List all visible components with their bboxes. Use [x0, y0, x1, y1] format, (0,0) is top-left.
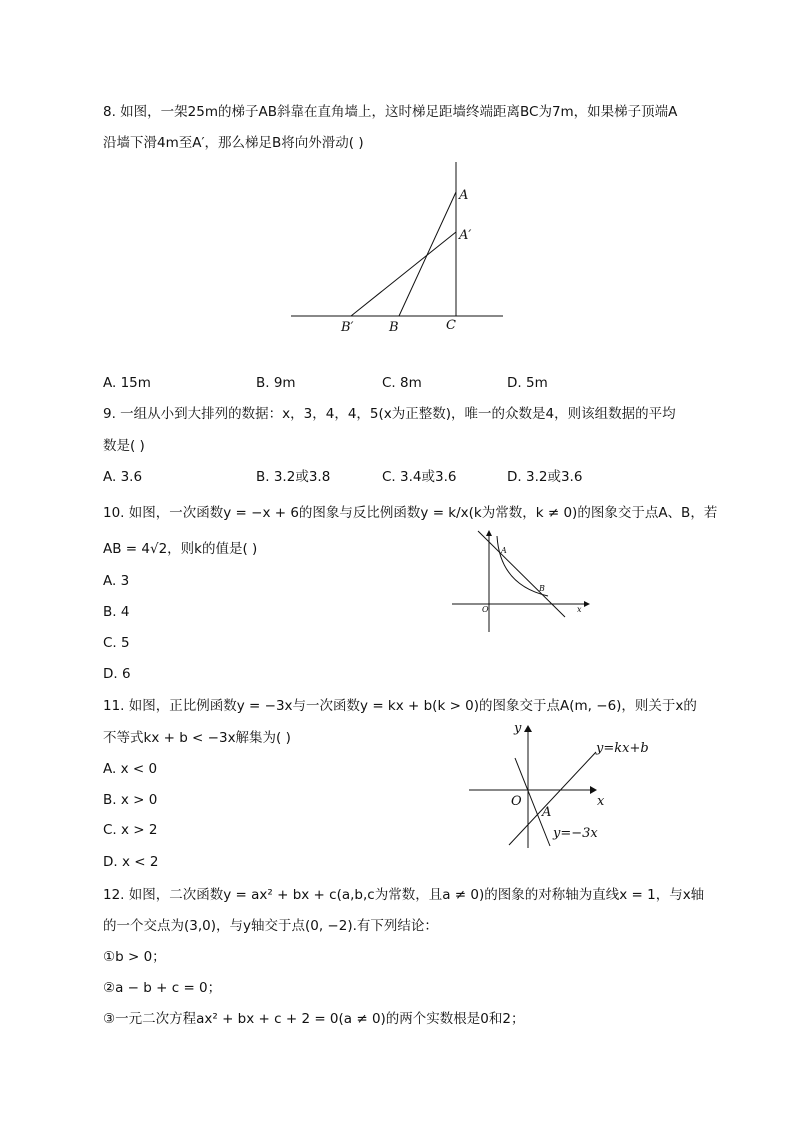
q10-stem-line1: 10. 如图，一次函数y = −x + 6的图象与反比例函数y = k/x(k为常数，k ≠ 0)的图象交于点A、B，若	[103, 505, 718, 521]
q11-stem-line1: 11. 如图，正比例函数y = −3x与一次函数y = kx + b(k > 0)的图象交于点A(m, −6)，则关于x的	[103, 698, 697, 714]
label-line-neg3x: y=−3x	[553, 826, 598, 841]
q12-stem-line1: 12. 如图，二次函数y = ax² + bx + c(a,b,c为常数，且a ≠ 0)的图象的对称轴为直线x = 1，与x轴	[103, 887, 705, 903]
y-axis-arrow	[524, 725, 532, 732]
q12-stem-line2: 的一个交点为(3,0)，与y轴交于点(0, −2).有下列结论：	[103, 918, 438, 934]
q11-option-d: D. x < 2	[103, 854, 159, 870]
q9-option-d: D. 3.2或3.6	[507, 469, 583, 485]
label-a: A	[459, 188, 469, 203]
q12-item-3: ③一元二次方程ax² + bx + c + 2 = 0(a ≠ 0)的两个实数根是0和2；	[103, 1011, 525, 1027]
label-o: O	[482, 605, 489, 614]
label-b-prime: B′	[341, 320, 354, 335]
q10-option-a: A. 3	[103, 573, 130, 589]
q10-option-c: C. 5	[103, 635, 130, 651]
q10-stem-line2: AB = 4√2，则k的值是( )	[103, 541, 258, 557]
q9-option-c: C. 3.4或3.6	[382, 469, 457, 485]
q8-stem-line2: 沿墙下滑4m至A′，那么梯足B将向外滑动( )	[103, 135, 364, 151]
q11-option-b: B. x > 0	[103, 792, 158, 808]
q10-option-d: D. 6	[103, 666, 131, 682]
label-c: C	[446, 318, 456, 333]
x-axis-arrow	[590, 786, 597, 794]
q9-option-b: B. 3.2或3.8	[256, 469, 331, 485]
q9-stem-line2: 数是( )	[103, 438, 145, 454]
q11-stem-line2: 不等式kx + b < −3x解集为( )	[103, 730, 291, 746]
q9-stem-line1: 9. 一组从小到大排列的数据：x，3，4，4，5(x为正整数)，唯一的众数是4，则该组数据的平均	[103, 406, 676, 422]
label-line-kx-b: y=kx+b	[596, 741, 649, 756]
q11-option-c: C. x > 2	[103, 822, 158, 838]
label-x: x	[597, 794, 605, 809]
label-o: O	[511, 794, 522, 809]
q8-option-b: B. 9m	[256, 375, 296, 391]
label-x: x	[577, 605, 582, 614]
label-a: A	[542, 805, 552, 820]
q12-item-2: ②a − b + c = 0；	[103, 980, 222, 996]
label-b: B	[539, 584, 545, 593]
q8-option-c: C. 8m	[382, 375, 422, 391]
q8-option-d: D. 5m	[507, 375, 548, 391]
q8-option-a: A. 15m	[103, 375, 151, 391]
q11-option-a: A. x < 0	[103, 761, 158, 777]
label-a: A	[501, 546, 507, 555]
q9-option-a: A. 3.6	[103, 469, 143, 485]
q8-stem-line1: 8. 如图，一架25m的梯子AB斜靠在直角墙上，这时梯足距墙终端距离BC为7m，如果梯子顶端A	[103, 104, 678, 120]
label-y: y	[514, 721, 522, 736]
q12-item-1: ①b > 0；	[103, 949, 166, 965]
label-b: B	[389, 320, 399, 335]
q10-option-b: B. 4	[103, 604, 130, 620]
label-a-prime: A′	[459, 228, 472, 243]
